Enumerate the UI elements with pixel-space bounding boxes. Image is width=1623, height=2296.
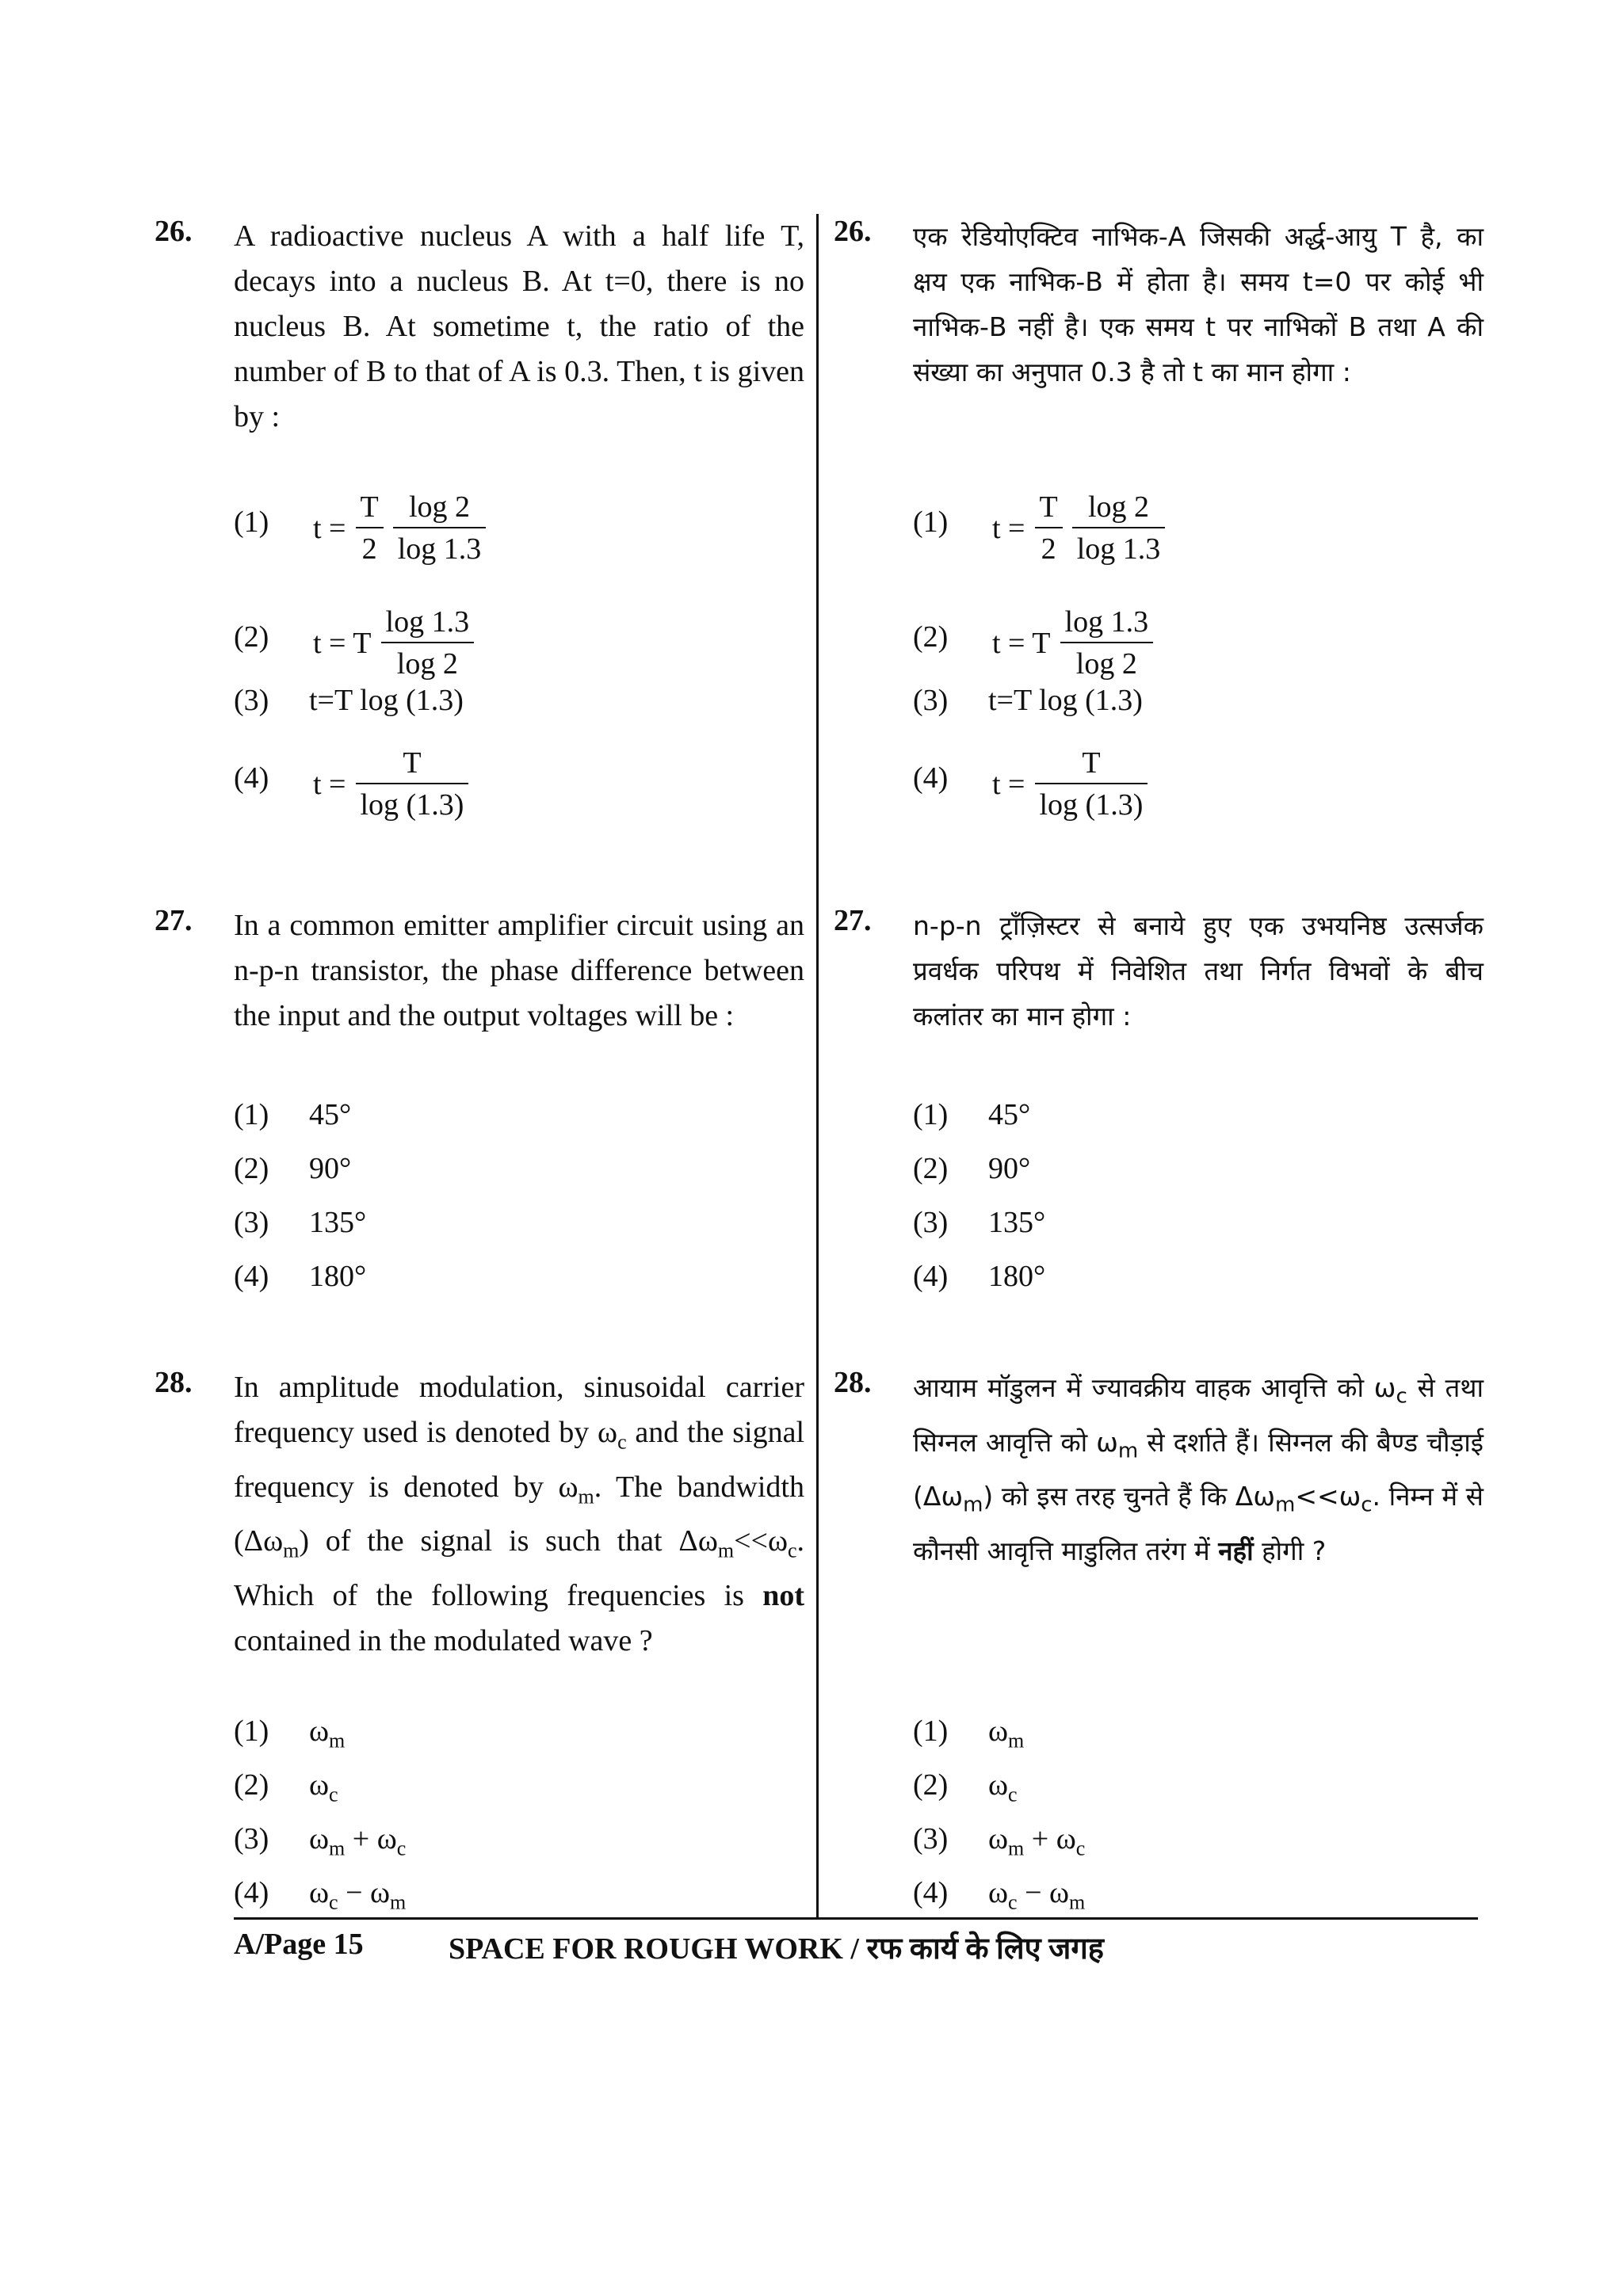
question-text: In a common emitter amplifier circuit using an n-p-n transistor, the phase difference between the input and the output voltages will be : [234,909,804,1032]
question-text: A radioactive nucleus A with a half life T, decays into a nucleus B. At t=0, there is no nucleus B. At sometime t, the ratio of the number of B to that of A is 0.3. Then, t is given by : [234,219,804,433]
question-number: 27. [155,904,193,937]
question-number: 28. [834,1366,872,1399]
column-divider [816,214,819,1917]
question-27-en [155,903,804,1039]
question-text: आयाम मॉडुलन में ज्यावक्रीय वाहक आवृत्ति को $\omega_c$ से तथा सिग्नल आवृत्ति को $\omega_m$ से दर्शाते हैं। सिग्नल की बैण्ड चौड़ाई $(\Delta\omega_m)$ को इस तरह चुनते हैं कि $\Delta\omega_m<<\omega_c$. निम्न में से कौनसी आवृत्ति माडुलित तरंग में नहीं होगी ? [913,1372,1484,1566]
question-text: n-p-n ट्रॉंज़िस्टर से बनाये हुए एक उभयनिष्ठ उत्सर्जक प्रवर्धक परिपथ में निवेशित तथा निर्गत विभवों के बीच कलांतर का मान होगा : [913,910,1484,1032]
question-26-en [155,214,804,440]
question-number: 27. [834,904,872,937]
question-number: 26. [834,215,872,248]
question-number: 26. [155,215,193,248]
footer-rule [234,1917,1478,1920]
rough-work-label: SPACE FOR ROUGH WORK / रफ कार्य के लिए जगह [449,1932,1104,1966]
question-26-hi [834,214,1484,395]
question-28-en [155,1365,804,1664]
question-28-hi [834,1365,1484,1573]
question-27-hi [834,903,1484,1039]
question-text: एक रेडियोएक्टिव नाभिक-A जिसकी अर्द्ध-आयु T है, का क्षय एक नाभिक-B में होता है। समय t=0 पर कोई भी नाभिक-B नहीं है। एक समय t पर नाभिकों B तथा A की संख्या का अनुपात 0.3 है तो t का मान होगा : [913,221,1484,387]
page-number: A/Page 15 [234,1928,364,1961]
question-number: 28. [155,1366,193,1399]
question-text: In amplitude modulation, sinusoidal carrier frequency used is denoted by $\omega_c$ and the signal frequency is denoted by $\omega_m$. The bandwidth $(\Delta\omega_m)$ of the signal is such that $\Delta\omega_m<<\omega_c$. Which of the following frequencies is not contained in the modulated wave ? [234,1371,804,1657]
